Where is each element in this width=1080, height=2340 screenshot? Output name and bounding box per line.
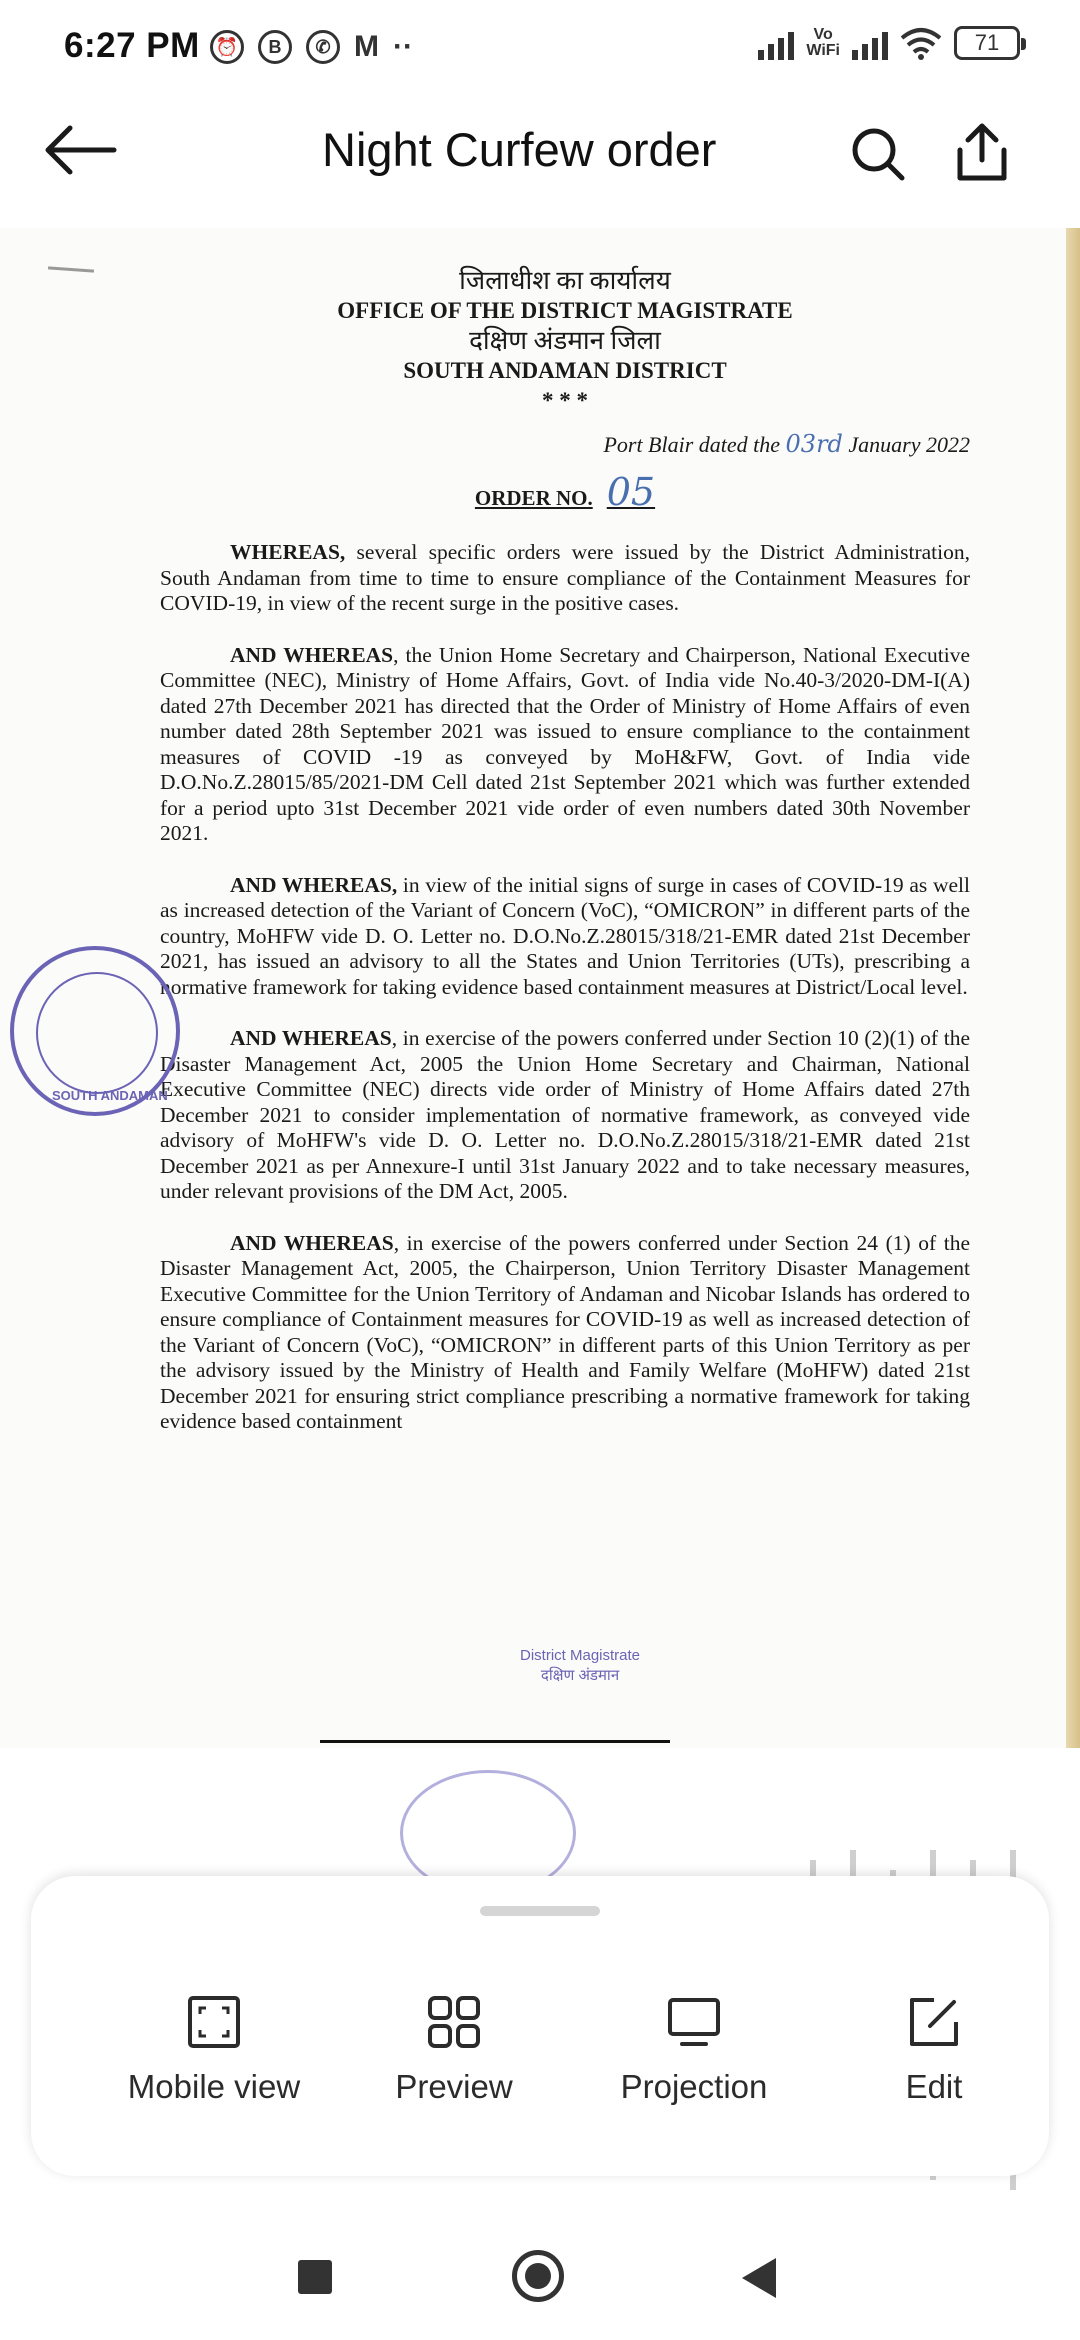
page-title: Night Curfew order bbox=[322, 123, 717, 176]
more-icon: ·· bbox=[393, 30, 413, 63]
projection-monitor-icon bbox=[666, 1994, 722, 2050]
paragraph-3: AND WHEREAS, in view of the initial signs of surge in cases of COVID-19 as well as increased detection of the Variant of Concern (VoC), “OMICRON” in different parts of the country, MoHFW vide D. O. Letter no. D.O.No.Z.28015/318/21-EMR dated 21st December 2021, has issued an advisory to all the States and Union Territories (UTs), prescribing a normative framework for taking evidence based containment measures at District/Local level. bbox=[160, 872, 971, 999]
scan-mark bbox=[48, 266, 94, 272]
recents-button[interactable] bbox=[298, 2260, 332, 2294]
status-time: 6:27 PM bbox=[64, 26, 200, 65]
edit-icon bbox=[906, 1994, 962, 2050]
sheet-drag-handle[interactable] bbox=[480, 1906, 600, 1916]
alarm-icon: ⏰ bbox=[210, 30, 244, 64]
b-icon: B bbox=[258, 30, 292, 64]
nav-back-button[interactable] bbox=[742, 2258, 776, 2298]
mobile-view-button[interactable]: Mobile view bbox=[99, 1994, 329, 2124]
preview-grid-icon bbox=[426, 1994, 482, 2050]
signal-icon bbox=[758, 26, 794, 60]
document-text bbox=[160, 266, 970, 1456]
district-english: SOUTH ANDAMAN DISTRICT bbox=[403, 358, 727, 383]
paragraph-1: WHEREAS, several specific orders were issued by the District Administration, South Andaman from time to time to ensure compliance of the Containment Measures for COVID-19, in view of the recent surge in the positive cases. bbox=[160, 540, 970, 615]
handwritten-date: 03rd bbox=[785, 430, 843, 458]
page-edge bbox=[1066, 228, 1080, 1748]
gmail-icon: M bbox=[354, 30, 379, 63]
system-status bbox=[758, 26, 1020, 60]
handwritten-order-number: 05 bbox=[606, 470, 656, 514]
vowifi-icon: Vo WiFi bbox=[806, 26, 840, 59]
projection-button[interactable]: Projection bbox=[579, 1994, 809, 2124]
bottom-sheet bbox=[31, 1876, 1049, 2176]
district-hindi: दक्षिण अंडमान जिला bbox=[469, 326, 661, 355]
signal-icon-2 bbox=[852, 26, 888, 60]
share-icon[interactable] bbox=[952, 120, 1012, 184]
paragraph-4: AND WHEREAS, in exercise of the powers conferred under Section 10 (2)(1) of the Disaster Management Act, 2005 the Union Home Secretary and Chairman, National Executive Committee (NEC) directs vide order of Ministry of Home Affairs dated 27th December 2021 to consider implementation of normative framework, as conveyed vide advisory of MoHFW's vide D. O. Letter no. D.O.No.Z.28015/318/21-EMR dated 21st December 2021 as per Annexure-I until 31st January 2022 and to take necessary measures, under relevant provisions of the DM Act, 2005. bbox=[160, 1026, 971, 1203]
back-arrow-icon[interactable] bbox=[40, 120, 120, 180]
notification-icons bbox=[210, 30, 413, 64]
order-date: Port Blair dated the 03rd January 2022 bbox=[603, 430, 970, 458]
battery-icon: 71 bbox=[954, 26, 1020, 60]
home-button[interactable] bbox=[512, 2250, 564, 2302]
signature-block: District Magistrate दक्षिण अंडमान bbox=[520, 1647, 641, 1684]
wifi-icon bbox=[900, 26, 942, 60]
whatsapp-icon: ✆ bbox=[306, 30, 340, 64]
paragraph-5: AND WHEREAS, in exercise of the powers conferred under Section 24 (1) of the Disaster Management Act, 2005, the Chairperson, Union Territory Disaster Management Executive Committee for the Union Territory of Andaman and Nicobar Islands has ordered to ensure compliance of Containment measures for COVID-19 as well as increased detection of the Variant of Concern (VoC), “OMICRON” in different parts of this Union Territory as per the advisory issued by the Ministry of Health and Family Welfare (MoHFW) dated 21st December 2021 for ensuring strict compliance prescribing a normative framework for taking evidence based containment bbox=[160, 1230, 970, 1433]
mobile-view-icon bbox=[186, 1994, 242, 2050]
separator-stars: * * * bbox=[542, 388, 588, 413]
search-icon[interactable] bbox=[848, 124, 908, 184]
office-hindi: जिलाधीश का कार्यालय bbox=[459, 266, 671, 295]
order-number: ORDER NO. 05 bbox=[474, 470, 656, 514]
preview-button[interactable]: Preview bbox=[339, 1994, 569, 2124]
office-english: OFFICE OF THE DISTRICT MAGISTRATE bbox=[337, 298, 793, 323]
edit-button[interactable]: Edit bbox=[819, 1994, 1049, 2124]
document-page[interactable] bbox=[0, 228, 1080, 1748]
paragraph-2: AND WHEREAS, the Union Home Secretary and Chairperson, National Executive Committee (NEC), Ministry of Home Affairs, Govt. of India vide No.40-3/2020-DM-I(A) dated 27th December 2021 has directed that the Order of Ministry of Home Affairs of even number dated 28th September 2021 was issued to ensure compliance to the containment measures of COVID -19 as conveyed by MoH&FW, Govt. of India vide D.O.No.Z.28015/85/2021-DM Cell dated 21st September 2021 which was further extended for a period upto 31st December 2021 vide order of even numbers dated 30th November 2021. bbox=[160, 642, 970, 845]
signature-underline bbox=[320, 1740, 670, 1743]
district-seal-stamp: SOUTH ANDAMAN bbox=[10, 946, 180, 1116]
status-bar bbox=[0, 0, 1080, 100]
